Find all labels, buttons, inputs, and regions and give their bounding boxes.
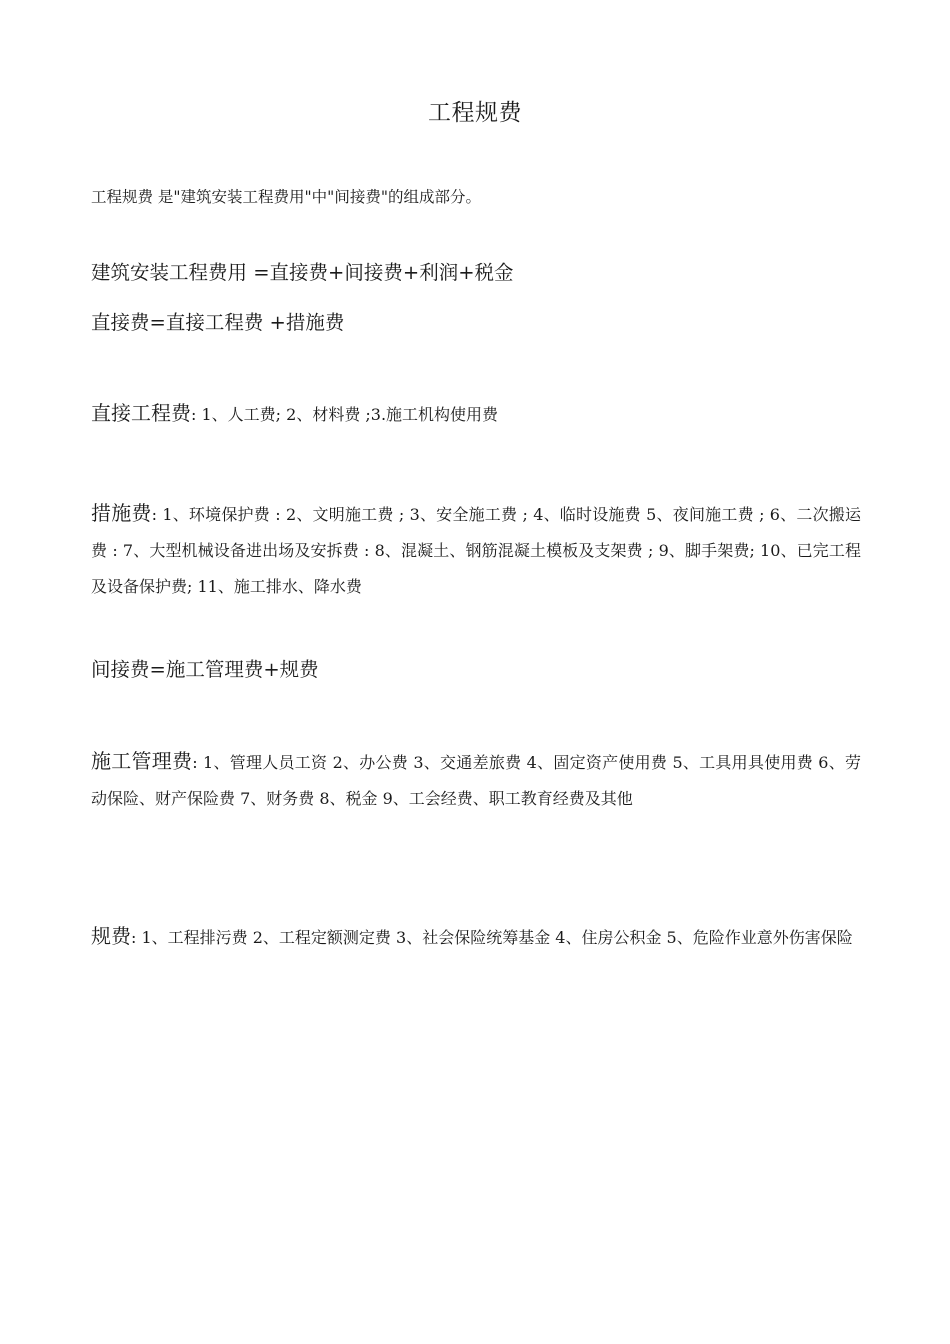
management-cost-paragraph (91, 743, 861, 817)
measures-cost-label: 措施费 (91, 501, 152, 525)
management-cost-items: : 1、管理人员工资 2、办公费 3、交通差旅费 4、固定资产使用费 5、工具用具使用费 6、劳动保险、财产保险费 7、财务费 8、税金 9、工会经费、职工教育经费及其他 (91, 753, 861, 808)
fees-label: 规费 (91, 924, 131, 948)
construction-cost-formula: 建筑安装工程费用 =直接费+间接费+利润+税金 (91, 261, 514, 284)
measures-cost-items: : 1、环境保护费 : 2、文明施工费 ; 3、安全施工费 ; 4、临时设施费 5、夜间施工费 ; 6、二次搬运费 : 7、大型机械设备进出场及安拆费 : 8、混凝土、钢筋混凝土模板及支架费 ; 9、脚手架费; 10、已完工程及设备保护费; 11、施工排水、降水费 (91, 505, 861, 596)
direct-engineering-cost-label: 直接工程费 (91, 401, 191, 425)
management-cost-label: 施工管理费 (91, 749, 193, 773)
page-title: 工程规费 (428, 100, 522, 126)
indirect-cost-formula: 间接费=施工管理费+规费 (91, 658, 319, 681)
intro-paragraph: 工程规费 是"建筑安装工程费用"中"间接费"的组成部分。 (91, 188, 481, 206)
direct-engineering-cost-paragraph (91, 395, 861, 433)
direct-engineering-cost-items: : 1、人工费; 2、材料费 ;3.施工机构使用费 (191, 405, 499, 424)
fees-items: : 1、工程排污费 2、工程定额测定费 3、社会保险统筹基金 4、住房公积金 5、危险作业意外伤害保险 (131, 928, 853, 947)
direct-cost-formula: 直接费=直接工程费 +措施费 (91, 311, 345, 334)
measures-cost-paragraph (91, 495, 861, 605)
fees-paragraph (91, 918, 861, 956)
